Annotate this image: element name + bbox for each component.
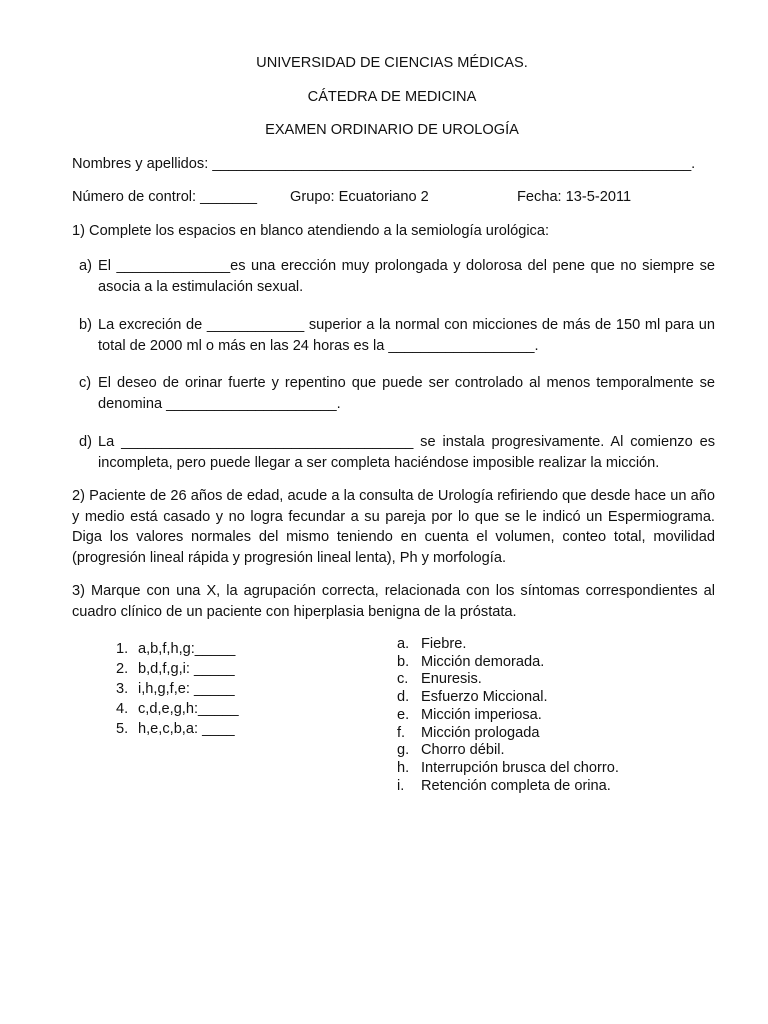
symptom-letter: e. xyxy=(397,706,410,723)
question-1-item-a xyxy=(79,256,715,297)
symptom-letter: g. xyxy=(397,742,410,759)
symptom-row xyxy=(397,725,619,743)
option-text: i,h,g,f,e: _____ xyxy=(138,681,235,697)
symptom-list xyxy=(397,636,619,795)
item-text: El ______________es una erección muy prolongada y dolorosa del pene que no siempre se asocia a la estimulación sexual. xyxy=(98,258,715,295)
symptom-letter: c. xyxy=(397,671,409,688)
item-label: a) xyxy=(79,258,92,274)
option-number: 4. xyxy=(116,701,129,717)
item-label: b) xyxy=(79,317,92,333)
control-number-field: Número de control: _______ xyxy=(72,189,257,205)
question-1-item-c xyxy=(79,373,715,414)
symptom-text: Chorro débil. xyxy=(421,742,505,759)
symptom-row xyxy=(397,689,619,707)
option-row xyxy=(116,659,239,679)
symptom-row xyxy=(397,707,619,725)
symptom-row xyxy=(397,654,619,672)
question-1-intro: 1) Complete los espacios en blanco atendiendo a la semiología urológica: xyxy=(72,223,550,239)
symptom-row xyxy=(397,760,619,778)
question-1-item-d xyxy=(79,432,715,473)
group-field: Grupo: Ecuatoriano 2 xyxy=(290,189,429,205)
symptom-text: Esfuerzo Miccional. xyxy=(421,689,548,706)
department-title: CÁTEDRA DE MEDICINA xyxy=(307,89,477,105)
symptom-letter: i. xyxy=(397,777,405,794)
symptom-text: Fiebre. xyxy=(421,636,467,652)
option-row xyxy=(116,639,239,659)
question-2: 2) Paciente de 26 años de edad, acude a la consulta de Urología refiriendo que desde hace un año y medio está casado y no logra fecundar a su pareja por lo que se le indicó un Espermiograma. Diga los valores normales del mismo teniendo en cuenta el volumen, conteo total, movilidad (progresión lineal rápida y progresión lineal lenta), Ph y morfología. xyxy=(72,488,715,566)
option-number: 2. xyxy=(116,661,129,677)
university-title: UNIVERSIDAD DE CIENCIAS MÉDICAS. xyxy=(256,55,528,71)
option-text: c,d,e,g,h:_____ xyxy=(138,701,239,717)
option-text: a,b,f,h,g:_____ xyxy=(138,641,236,657)
option-text: h,e,c,b,a: ____ xyxy=(138,721,235,737)
symptom-text: Micción prologada xyxy=(421,724,540,741)
option-row xyxy=(116,679,239,699)
symptom-text: Micción imperiosa. xyxy=(421,706,542,723)
question-3: 3) Marque con una X, la agrupación correcta, relacionada con los síntomas correspondientes al cuadro clínico de un paciente con hiperplasia benigna de la próstata. xyxy=(72,583,715,620)
symptom-row xyxy=(397,778,619,796)
symptom-letter: d. xyxy=(397,689,410,706)
question-1-item-b xyxy=(79,315,715,356)
option-number: 3. xyxy=(116,681,129,697)
symptom-text: Interrupción brusca del chorro. xyxy=(421,759,619,776)
symptom-letter: h. xyxy=(397,759,410,776)
symptom-text: Micción demorada. xyxy=(421,653,545,670)
item-text: La excreción de ____________ superior a la normal con micciones de más de 150 ml para un total de 2000 ml o más en las 24 horas es la __________________. xyxy=(98,317,715,354)
option-row xyxy=(116,719,239,739)
symptom-row xyxy=(397,636,619,654)
item-label: d) xyxy=(79,434,92,450)
symptom-row xyxy=(397,671,619,689)
option-number: 5. xyxy=(116,721,129,737)
item-text: La ____________________________________ se instala progresivamente. Al comienzo es incompleta, pero puede llegar a ser completa haciéndose imposible realizar la micción. xyxy=(98,434,715,471)
option-row xyxy=(116,699,239,719)
item-label: c) xyxy=(79,375,92,391)
option-number: 1. xyxy=(116,641,129,657)
item-text: El deseo de orinar fuerte y repentino que puede ser controlado al menos temporalmente se denomina _____________________. xyxy=(98,375,715,412)
date-field: Fecha: 13-5-2011 xyxy=(517,189,632,205)
symptom-text: Enuresis. xyxy=(421,671,482,688)
names-field: Nombres y apellidos: ___________________________________________________________. xyxy=(72,156,696,172)
symptom-text: Retención completa de orina. xyxy=(421,777,611,794)
symptom-letter: a. xyxy=(397,636,410,652)
exam-title: EXAMEN ORDINARIO DE UROLOGÍA xyxy=(265,122,519,138)
option-list xyxy=(116,639,239,739)
symptom-letter: f. xyxy=(397,724,406,741)
symptom-row xyxy=(397,742,619,760)
symptom-letter: b. xyxy=(397,653,410,670)
option-text: b,d,f,g,i: _____ xyxy=(138,661,235,677)
